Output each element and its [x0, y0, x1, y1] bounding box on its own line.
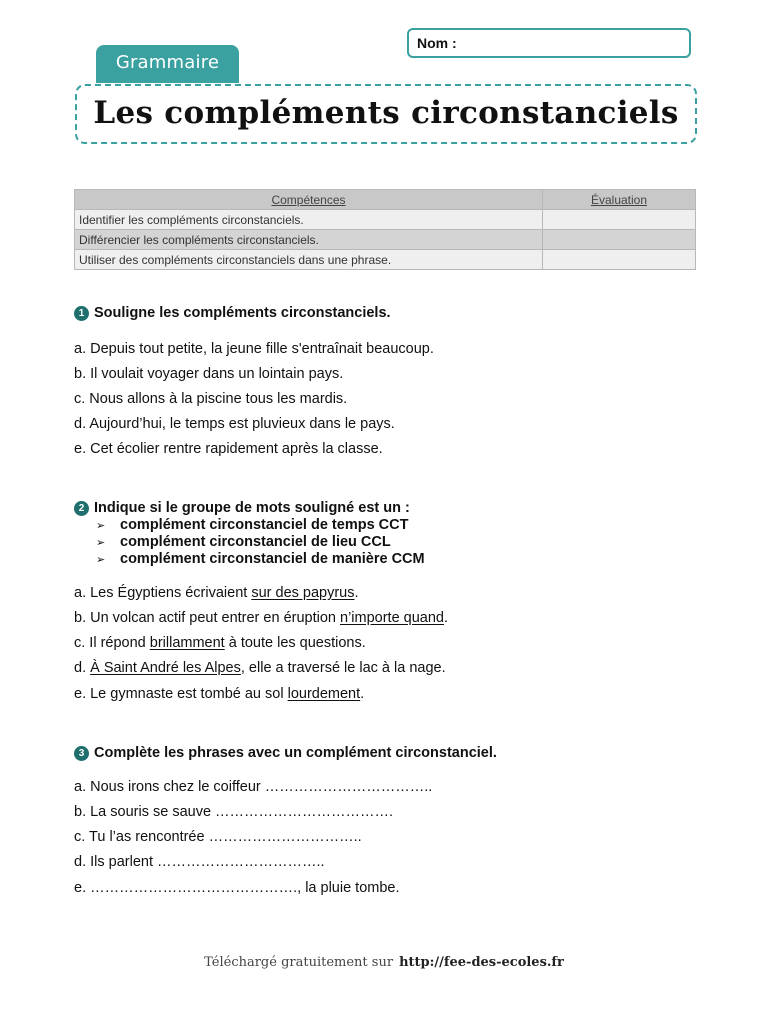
exercise-1-sentence: b. Il voulait voyager dans un lointain pays. — [74, 366, 344, 382]
underlined-group: brillamment — [149, 635, 225, 651]
exercise-3-sentence: d. Ils parlent …………………………….. — [74, 854, 325, 870]
competence-cell: Différencier les compléments circonstanciels. — [75, 230, 543, 250]
competence-cell: Identifier les compléments circonstanciels. — [75, 210, 543, 230]
exercise-number-badge: 3 — [74, 746, 89, 761]
exercise-1-sentence: d. Aujourd’hui, le temps est pluvieux dans le pays. — [74, 416, 395, 432]
exercise-3-sentence: b. La souris se sauve ………………………………. — [74, 804, 394, 820]
name-field[interactable] — [407, 28, 691, 58]
competences-table — [74, 189, 696, 270]
table-row — [75, 230, 696, 250]
exercise-2-title — [74, 500, 410, 516]
exercise-2-sentence: c. Il répond brillamment à toute les questions. — [74, 635, 366, 651]
footer-link[interactable]: http://fee-des-ecoles.fr — [399, 955, 564, 970]
underlined-group: lourdement — [287, 686, 361, 702]
exercise-2-options — [96, 517, 425, 568]
header-competences: Compétences — [75, 190, 543, 210]
exercise-2-sentence: b. Un volcan actif peut entrer en éruption n’importe quand. — [74, 610, 449, 626]
underlined-group: n’importe quand — [340, 610, 444, 626]
exercise-3-instruction: Complète les phrases avec un complément circonstanciel. — [94, 745, 497, 761]
arrow-bullet-icon: ➢ — [96, 520, 106, 532]
exercise-2-sentence: d. À Saint André les Alpes, elle a traversé le lac à la nage. — [74, 660, 446, 676]
header-evaluation: Évaluation — [543, 190, 696, 210]
exercise-2-sentence: e. Le gymnaste est tombé au sol lourdement. — [74, 686, 365, 702]
title-box — [75, 84, 697, 144]
page-title: Les compléments circonstanciels — [93, 95, 679, 131]
option-item — [96, 551, 425, 568]
exercise-1-sentence: c. Nous allons à la piscine tous les mardis. — [74, 391, 348, 407]
table-row — [75, 210, 696, 230]
exercise-3-title — [74, 745, 497, 761]
table-row — [75, 250, 696, 270]
exercise-2-sentence: a. Les Égyptiens écrivaient sur des papyrus. — [74, 585, 359, 601]
underlined-group: sur des papyrus — [251, 585, 355, 601]
arrow-bullet-icon: ➢ — [96, 537, 106, 549]
exercise-1-sentence: a. Depuis tout petite, la jeune fille s'entraînait beaucoup. — [74, 341, 434, 357]
option-label: complément circonstanciel de temps CCT — [120, 517, 409, 533]
category-tab: Grammaire — [96, 45, 239, 83]
exercise-number-badge: 2 — [74, 501, 89, 516]
evaluation-cell[interactable] — [543, 250, 696, 270]
exercise-3-sentence: c. Tu l’as rencontrée ………………………….. — [74, 829, 362, 845]
evaluation-cell[interactable] — [543, 210, 696, 230]
name-label: Nom : — [417, 35, 457, 51]
exercise-1-instruction: Souligne les compléments circonstanciels. — [94, 305, 391, 321]
exercise-number-badge: 1 — [74, 306, 89, 321]
competence-cell: Utiliser des compléments circonstanciels dans une phrase. — [75, 250, 543, 270]
option-item — [96, 517, 425, 534]
option-item — [96, 534, 425, 551]
underlined-group: À Saint André les Alpes — [90, 660, 241, 676]
footer — [0, 955, 768, 970]
exercise-1-sentence: e. Cet écolier rentre rapidement après la classe. — [74, 441, 383, 457]
arrow-bullet-icon: ➢ — [96, 554, 106, 566]
exercise-1-title — [74, 305, 391, 321]
option-label: complément circonstanciel de manière CCM — [120, 551, 425, 567]
evaluation-cell[interactable] — [543, 230, 696, 250]
exercise-2-instruction: Indique si le groupe de mots souligné est un : — [94, 500, 410, 516]
exercise-3-sentence: a. Nous irons chez le coiffeur …………………………….. — [74, 779, 433, 795]
footer-text: Téléchargé gratuitement sur — [204, 955, 394, 970]
option-label: complément circonstanciel de lieu CCL — [120, 534, 391, 550]
table-header-row — [75, 190, 696, 210]
exercise-3-sentence: e. ……………………………………., la pluie tombe. — [74, 880, 400, 896]
